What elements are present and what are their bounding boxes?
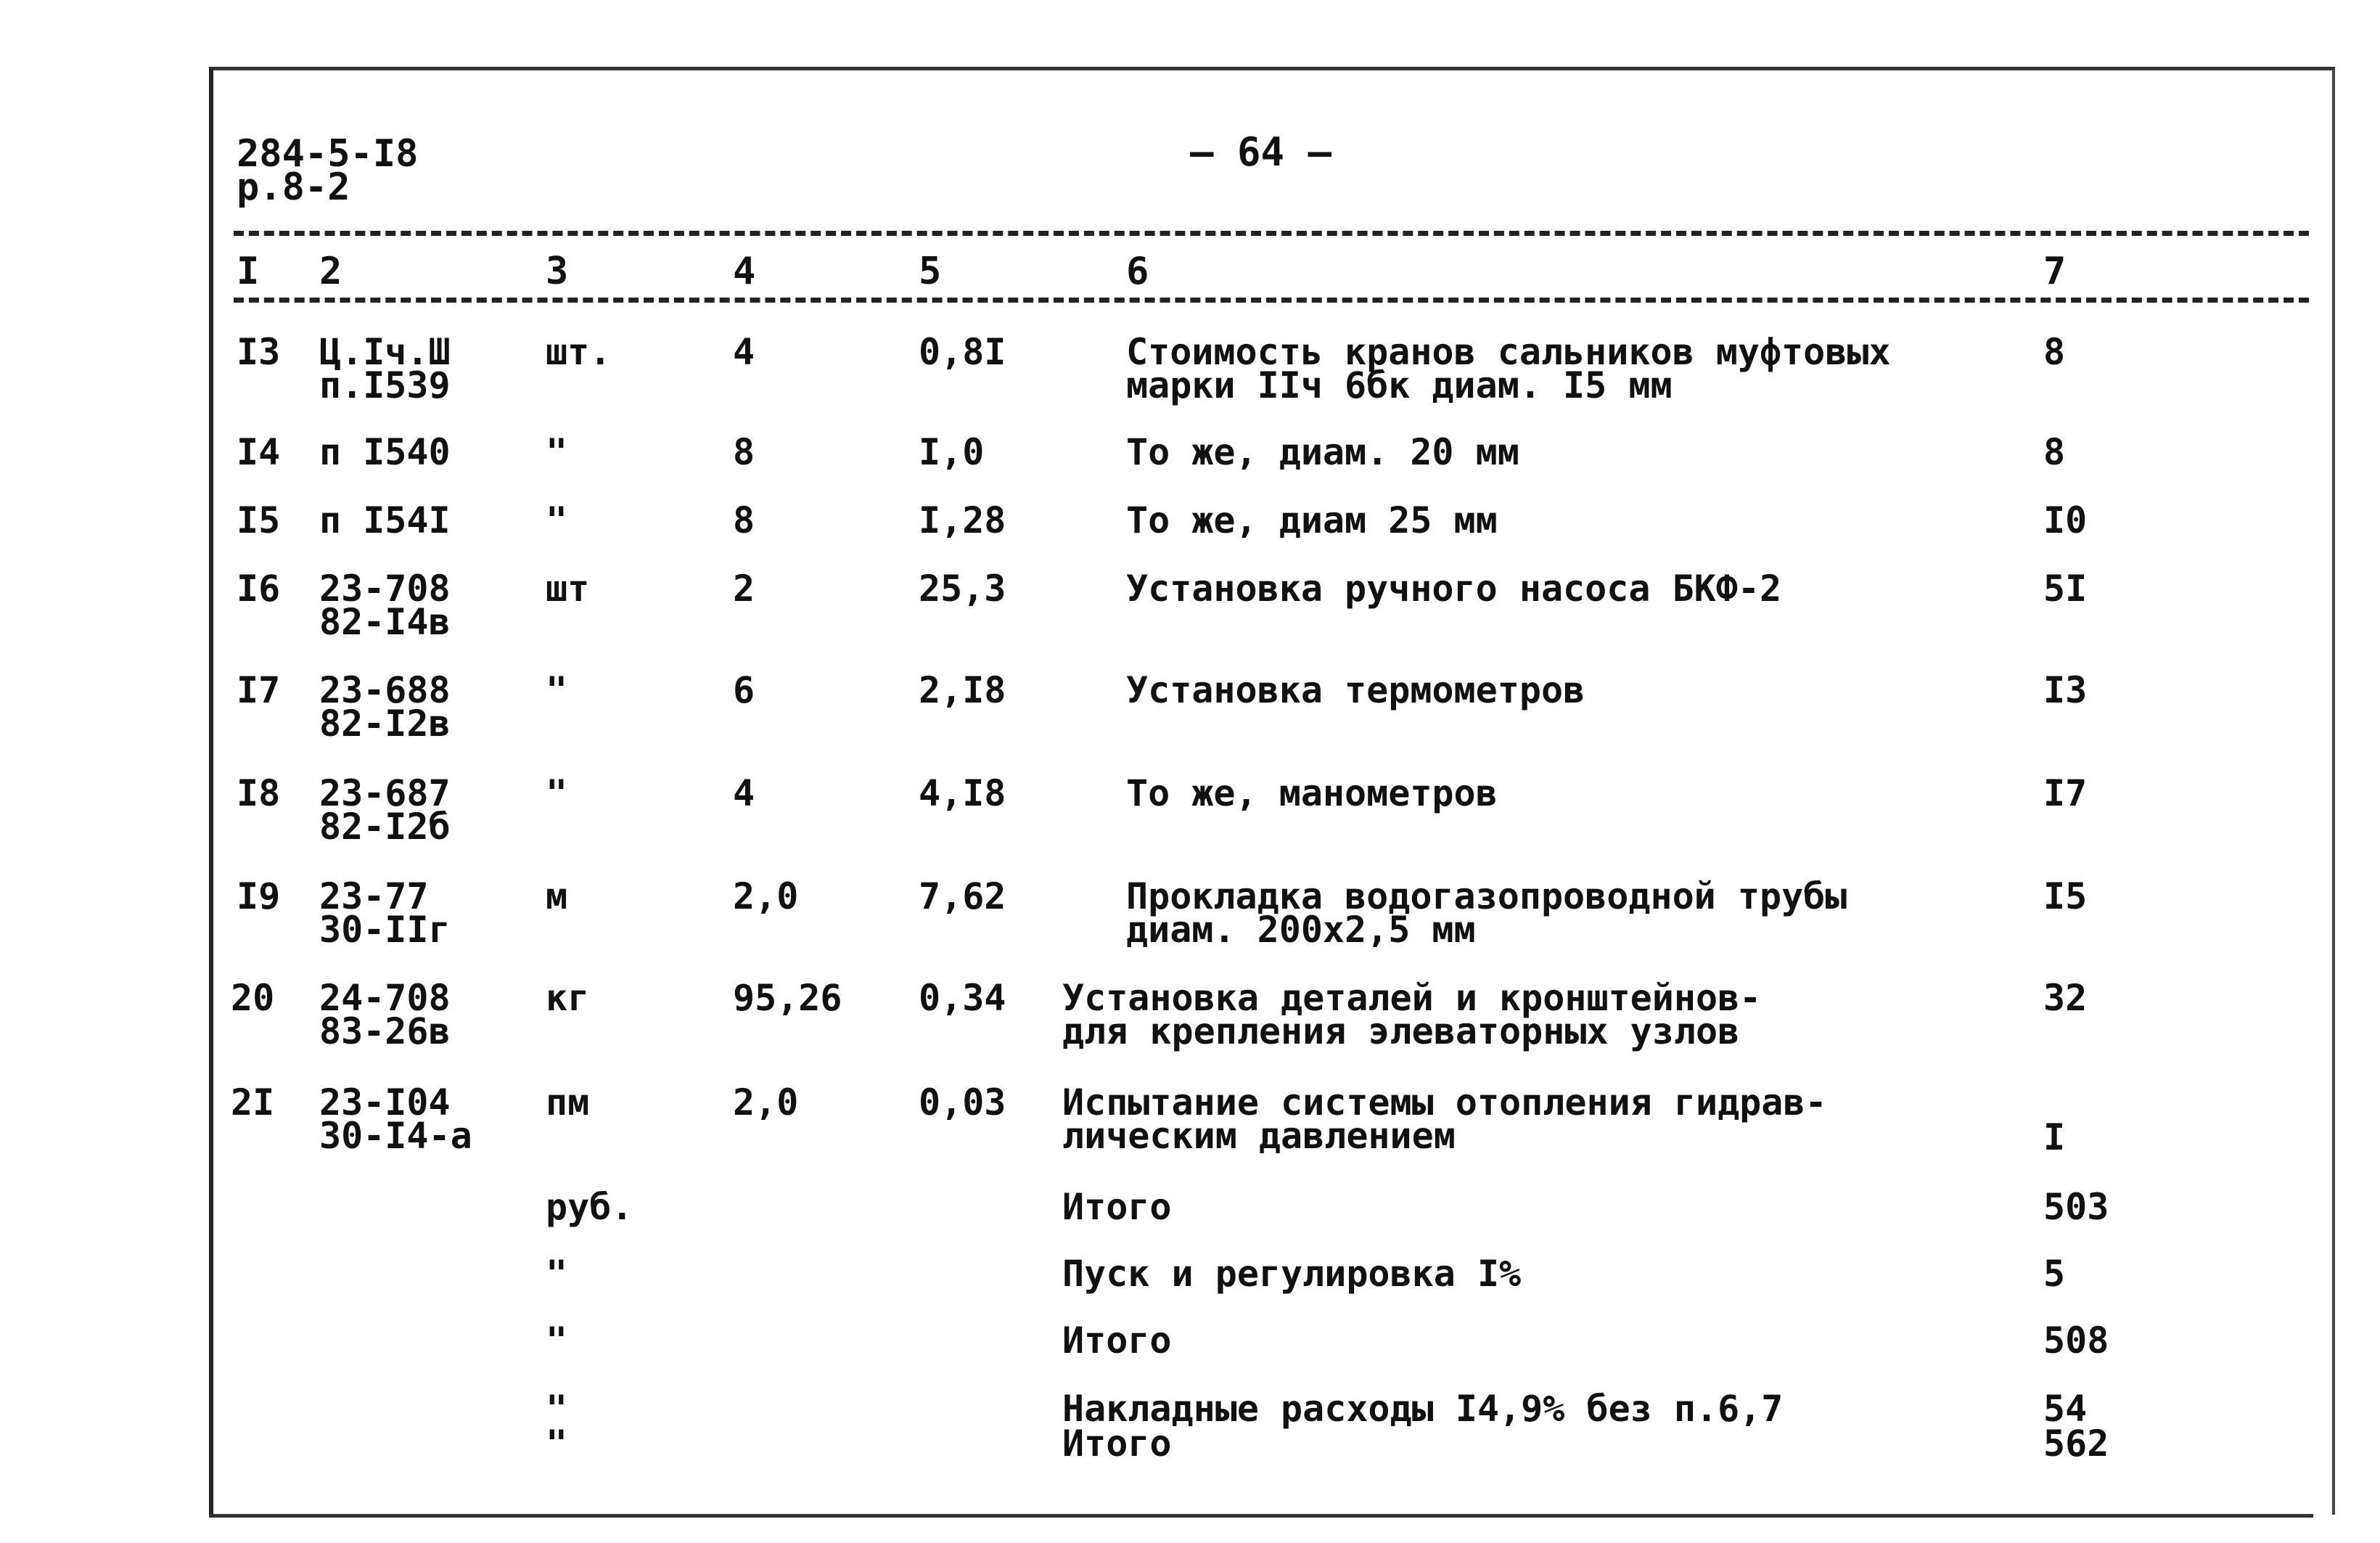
row-total: I0 xyxy=(2043,499,2088,541)
row-total: 8 xyxy=(2043,431,2066,473)
row-quantity: 6 xyxy=(733,669,755,711)
row-unit: " xyxy=(546,499,568,541)
row-description: Установка деталей и кронштейнов- для крепления элеваторных узлов xyxy=(1062,977,1762,1052)
row-total: I5 xyxy=(2043,875,2088,917)
row-description: Прокладка водогазопроводной трубы диам. 200х2,5 мм xyxy=(1126,875,1847,951)
row-description: Установка ручного насоса БКФ-2 xyxy=(1126,568,1782,610)
row-total: 32 xyxy=(2043,977,2088,1019)
row-unit: " xyxy=(546,431,568,473)
row-number: 2I xyxy=(231,1081,275,1124)
summary-label: Пуск и регулировка I% xyxy=(1062,1253,1522,1295)
col-header-1: I xyxy=(237,250,260,293)
row-quantity: 95,26 xyxy=(733,977,842,1019)
row-quantity: 2,0 xyxy=(733,1081,799,1124)
col-header-5: 5 xyxy=(919,250,942,293)
col-header-2: 2 xyxy=(319,250,342,293)
page-number: — 64 — xyxy=(1190,129,1332,175)
row-description: То же, диам. 20 мм xyxy=(1126,431,1519,473)
row-number: I8 xyxy=(237,772,281,814)
row-reference: п I54I xyxy=(319,499,451,541)
summary-total: 508 xyxy=(2043,1319,2109,1362)
row-total: I xyxy=(2043,1116,2066,1158)
row-quantity: 8 xyxy=(733,499,755,541)
row-reference: 23-687 82-I2б xyxy=(319,772,451,848)
row-price: 2,I8 xyxy=(919,669,1006,711)
row-quantity: 2 xyxy=(733,568,755,610)
row-description: Стоимость кранов сальников муфтовых марки IIч 6бк диам. I5 мм xyxy=(1126,331,1891,406)
row-price: 0,34 xyxy=(919,977,1006,1019)
row-total: I7 xyxy=(2043,772,2088,814)
col-header-7: 7 xyxy=(2043,250,2067,293)
row-unit: шт xyxy=(546,568,590,610)
row-number: I6 xyxy=(237,568,281,610)
row-total: I3 xyxy=(2043,669,2088,711)
row-number: I5 xyxy=(237,499,281,541)
row-quantity: 2,0 xyxy=(733,875,799,917)
row-number: I9 xyxy=(237,875,281,917)
summary-total: 54 xyxy=(2043,1388,2088,1430)
row-price: I,28 xyxy=(919,499,1006,541)
row-price: 0,8I xyxy=(919,331,1006,373)
col-header-4: 4 xyxy=(733,250,756,293)
row-reference: 24-708 83-26в xyxy=(319,977,451,1052)
document-code: 284-5-I8 xyxy=(237,132,419,176)
row-description: То же, диам 25 мм xyxy=(1126,499,1498,541)
row-reference: 23-688 82-I2в xyxy=(319,669,451,745)
col-header-6: 6 xyxy=(1126,250,1149,293)
row-reference: 23-77 30-IIг xyxy=(319,875,451,951)
summary-unit: " xyxy=(546,1253,568,1295)
row-number: I3 xyxy=(237,331,281,373)
row-number: I7 xyxy=(237,669,281,711)
row-reference: 23-I04 30-I4-а xyxy=(319,1081,472,1157)
col-header-3: 3 xyxy=(546,250,569,293)
summary-total: 562 xyxy=(2043,1423,2109,1465)
row-price: 7,62 xyxy=(919,875,1006,917)
summary-unit: " xyxy=(546,1423,568,1465)
row-unit: " xyxy=(546,772,568,814)
row-unit: пм xyxy=(546,1081,590,1124)
row-description: Испытание системы отопления гидрав- лическим давлением xyxy=(1062,1081,1827,1157)
summary-label: Накладные расходы I4,9% без п.6,7 xyxy=(1062,1388,1784,1430)
header-rule-bottom xyxy=(234,298,2309,303)
row-reference: Ц.Iч.Ш п.I539 xyxy=(319,331,451,406)
summary-total: 5 xyxy=(2043,1253,2066,1295)
header-rule-top xyxy=(234,231,2309,236)
row-reference: 23-708 82-I4в xyxy=(319,568,451,643)
row-total: 8 xyxy=(2043,331,2066,373)
row-quantity: 4 xyxy=(733,331,755,373)
row-total: 5I xyxy=(2043,568,2088,610)
row-price: 4,I8 xyxy=(919,772,1006,814)
row-quantity: 4 xyxy=(733,772,755,814)
row-unit: м xyxy=(546,875,568,917)
summary-label: Итого xyxy=(1062,1186,1172,1228)
row-reference: п I540 xyxy=(319,431,451,473)
row-price: 25,3 xyxy=(919,568,1006,610)
row-quantity: 8 xyxy=(733,431,755,473)
row-number: 20 xyxy=(231,977,275,1019)
frame-bottom-line xyxy=(209,1514,2313,1518)
summary-label: Итого xyxy=(1062,1319,1172,1362)
row-description: Установка термометров xyxy=(1126,669,1585,711)
row-unit: шт. xyxy=(546,331,612,373)
row-number: I4 xyxy=(237,431,281,473)
row-unit: " xyxy=(546,669,568,711)
summary-unit: руб. xyxy=(546,1186,633,1228)
row-price: 0,03 xyxy=(919,1081,1006,1124)
summary-unit: " xyxy=(546,1388,568,1430)
summary-label: Итого xyxy=(1062,1423,1172,1465)
section-code: р.8-2 xyxy=(237,165,350,209)
row-description: То же, манометров xyxy=(1126,772,1498,814)
summary-total: 503 xyxy=(2043,1186,2109,1228)
row-price: I,0 xyxy=(919,431,985,473)
summary-unit: " xyxy=(546,1319,568,1362)
row-unit: кг xyxy=(546,977,590,1019)
